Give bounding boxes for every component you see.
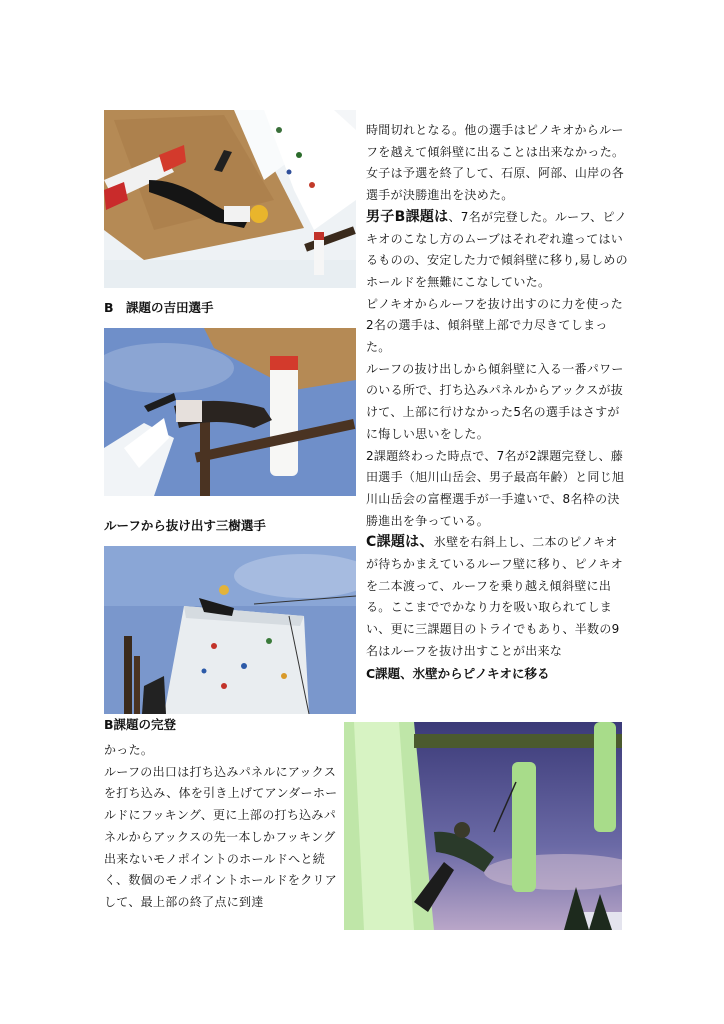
section-heading-b: 男子B課題は xyxy=(366,208,449,225)
paragraph: ルーフの抜け出しから傾斜壁に入る一番パワーのいる所で、打ち込みパネルからアックスが抜けて、上部に行けなかった5名の選手はさすがに悔しい思いをした。 xyxy=(366,361,624,441)
caption-photo2: ルーフから抜け出す三樹選手 xyxy=(104,518,266,533)
photo-b-problem-complete xyxy=(104,546,356,714)
paragraph: かった。 xyxy=(104,743,154,757)
caption-photo1: B 課題の吉田選手 xyxy=(104,300,214,315)
paragraph: 男子B課題は、7名が完登した。ルーフ、ピノキオのこなし方のムーブはそれぞれ違ってはいるものの、安定した力で傾斜壁に移り,易しめのホールドを無難にこなしていた。 xyxy=(366,208,628,289)
paragraph: C課題は、氷壁を右斜上し、二本のピノキオが待ちかまえているルーフ壁に移り、ピノキオを二本渡って、ルーフを乗り越え傾斜壁に出る。ここまででかなり力を吸い取られてしまい、更に三課題目のトライでもあり、半数の9名はルーフを抜け出すことが出来な xyxy=(366,534,624,658)
photo-yoshida-b-problem xyxy=(104,110,356,288)
article-bottom-column xyxy=(104,740,340,914)
article-right-column xyxy=(366,120,628,684)
paragraph: ピノキオからルーフを抜け出すのに力を使った2名の選手は、傾斜壁上部で力尽きてしまった。 xyxy=(366,296,624,355)
photo-c-problem-ice-wall xyxy=(344,722,622,930)
paragraph: 女子は予選を終了して、石原、阿部、山岸の各選手が決勝進出を決めた。 xyxy=(366,166,625,203)
photo-miki-roof-exit xyxy=(104,328,356,496)
caption-photo3: B課題の完登 xyxy=(104,717,177,732)
section-heading-c: C課題は、 xyxy=(366,534,434,551)
paragraph: 時間切れとなる。他の選手はピノキオからルーフを越えて傾斜壁に出ることは出来なかった。 xyxy=(366,123,625,159)
caption-photo4: C課題、氷壁からピノキオに移る xyxy=(366,665,550,681)
paragraph: 2課題終わった時点で、7名が2課題完登し、藤田選手（旭川山岳会、男子最高年齢）と同じ旭川山岳会の富樫選手が一手違いで、8名枠の決勝進出を争っている。 xyxy=(366,448,625,528)
paragraph: ルーフの出口は打ち込みパネルにアックスを打ち込み、体を引き上げてアンダーホールドにフッキング、更に上部の打ち込みパネルからアックスの先一本しかフッキング出来ないモノポイントのホールドへと続く、数個のモノポイントホールドをクリアして、最上部の終了点に到達 xyxy=(104,764,338,909)
